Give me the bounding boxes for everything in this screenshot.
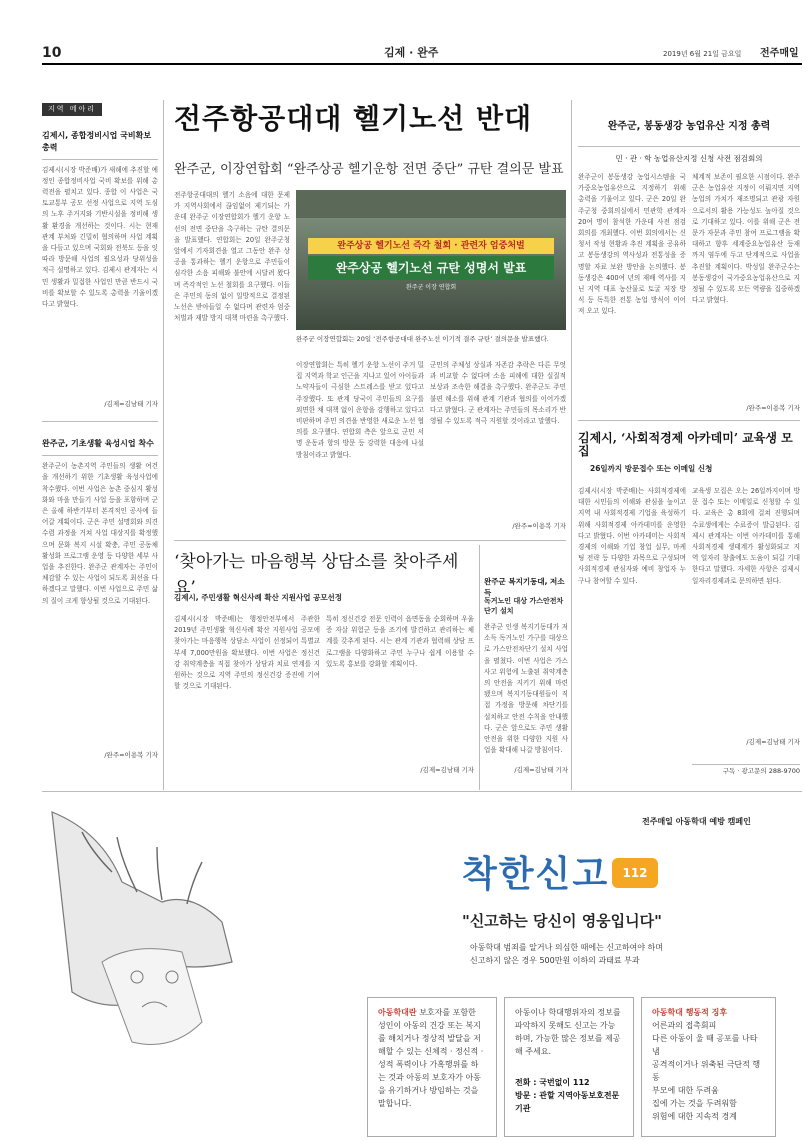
right-mid-body: 김제시(시장 박준배)는 사회적경제에 대한 시민들의 이해와 관심을 높이고 지역 내 사회적경제 기업을 육성하기 위해 사회적경제 아카데미를 운영한다고 밝혔다. 이번 아카데미는 사회적경제의 이해와 기업 창업 실무, 마케팅 전략 등 다양한 과목으로 구성되며 사회적경제 관심자와 예비 창업자 누구나 참여할 수 있다.: [578, 487, 686, 585]
story-signature: /김제=김남태 기자: [104, 399, 158, 408]
top-story-body: 전주항공대대의 헬기 소음에 대한 문제가 지역사회에서 끊임없이 제기되는 가운데 완주군 이장연합회가 헬기 운항 노선의 전면 중단을 촉구하는 규탄 결의문을 발표했다. 연합회는 20일 완주군청 앞에서 기자회견을 열고 그동안 완주 상공을 통과하는 헬기 운항으로 주민들이 심각한 소음 피해와 불안에 시달려 왔다며 즉각적인 노선 철회를 요구했다. 이들은 주민의 동의 없이 일방적으로 결정된 노선은 받아들일 수 없다며 관련자 엄중 처벌과 재발 방지 대책 마련을 촉구했다.: [174, 191, 290, 323]
story-signature: /완주=이용복 기자: [104, 751, 158, 760]
ad-box-body: 아동이나 학대행위자의 정보를 파악하지 못해도 신고는 가능하며, 가능한 많은 정보를 제공해 주세요.: [515, 1008, 621, 1056]
column-divider: [479, 545, 480, 790]
left-column: [42, 103, 158, 761]
ad-box-title: 아동학대란: [378, 1008, 417, 1017]
lower-story-subheadline: 김제시, 주민생활 혁신사례 확산 지원사업 공모선정: [174, 593, 343, 602]
lower-right-headline: 완주군 복지기동대, 저소득: [484, 577, 565, 598]
ad-box-item: 공격적이거나 위축된 극단적 행동: [652, 1060, 761, 1082]
photo-caption: 완주군 이장연합회는 20일 ‘전주항공대대 완주노선 이기적 결주 규탄’ 결의문을 발표했다.: [296, 335, 549, 343]
story-title: 김제시, 종합정비시업 국비확보 총력: [42, 130, 152, 152]
ad-desc: 아동학대 범죄를 알거나 의심한 때에는 신고하여야 하며: [470, 943, 663, 952]
ad-box-item: 어른과의 접촉회피: [652, 1021, 717, 1030]
divider: [42, 455, 158, 456]
top-story-headline: 전주항공대대 헬기노선 반대: [174, 102, 533, 135]
page-number: 10: [42, 45, 62, 61]
section-title: 김제 · 완주: [384, 46, 439, 59]
right-mid-body: 교육생 모집은 오는 26일까지이며 방문 접수 또는 이메일로 신청할 수 있다. 교육은 총 8회에 걸쳐 진행되며 수료생에게는 수료증이 발급된다. 김제시 관계자는 이번 아카데미를 통해 사회적경제 생태계가 활성화되고 지역 일자리 창출에도 도움이 되길 기대한다고 말했다. 자세한 사항은 김제시 일자리경제과로 문의하면 된다.: [692, 487, 800, 585]
child-abuse-ad: [42, 791, 802, 1139]
lower-story-body: 김제시(시장 박준배)는 행정안전부에서 주관한 2019년 주민생활 혁신사례 확산 지원사업 공모에 찾아가는 마음행복 상담소 사업이 선정되어 특별교부세 7,000만원을 확보했다. 이번 사업은 정신건강 취약계층을 직접 찾아가 상담과 치료 연계를 지원하는 것으로 지역 주민의 정신건강 증진에 기여할 것으로 기대된다.: [174, 615, 320, 691]
page-header: [0, 0, 805, 70]
banner-top: 완주상공 헬기노선 즉각 철회 · 관련자 엄중처벌: [308, 238, 554, 254]
story-title: 완주군, 기초생활 육성시업 착수: [42, 439, 154, 449]
right-mid-signature: /김제=김남태 기자: [746, 738, 800, 746]
right-mid-headline: 김제시, ‘사회적경제 아카데미’ 교육생 모집: [578, 431, 793, 458]
ad-contact: 방문 : 관할 지역아동보호전문기관: [515, 1091, 620, 1113]
protest-photo: [296, 190, 566, 330]
subscription-info: 구독 · 광고문의 288-9700: [692, 764, 800, 777]
ad-contact: 전화 : 국번없이 112: [515, 1078, 590, 1087]
divider: [578, 146, 800, 147]
right-top-signature: /완주=이용복 기자: [746, 404, 800, 412]
right-top-body: 체계적 보존이 필요한 시점이다. 완주군은 농업유산 지정이 이뤄지면 지역 농업의 가치가 재조명되고 관광 자원으로서의 활용 가능성도 높아질 것으로 기대하고 있다. 이를 위해 군은 전문가 자문과 주민 참여 프로그램을 확대하고 향후 세계중요농업유산 등재까지 염두에 두고 단계적으로 사업을 추진할 계획이다. 박성일 완주군수는 봉동생강이 국가중요농업유산으로 지정될 수 있도록 모든 역량을 집중하겠다고 밝혔다.: [692, 173, 800, 305]
right-mid-subheadline: 26일까지 방문접수 또는 이메일 신청: [590, 464, 713, 473]
lower-story-signature: /김제=김남태 기자: [420, 766, 474, 774]
banner-sub: 완주군 이장 연합회: [406, 284, 457, 291]
ad-campaign: 전주매일 아동학대 예방 캠페인: [642, 817, 751, 826]
newspaper-brand: 전주매일: [760, 48, 799, 59]
lower-right-body: 완주군 인생 복지기동대가 저소득 독거노인 가구를 대상으로 가스안전차단기 설치 사업을 펼쳤다. 이번 사업은 가스 사고 위험에 노출된 취약계층의 안전을 지키기 위해 마련됐으며 복지기동대원들이 직접 가정을 방문해 차단기를 설치하고 안전 수칙을 안내했다. 군은 앞으로도 주민 생활 안전을 위한 다양한 지원 사업을 확대해 나갈 방침이다.: [484, 623, 568, 755]
lower-right-signature: /김제=김남태 기자: [514, 766, 568, 774]
lower-right-subheadline: 독거노인 대상 가스안전차단기 설치: [484, 597, 564, 615]
top-story-body: 군민의 주체성 상실과 자존감 추락은 다른 무엇과 비교할 수 없다며 소음 피해에 대한 실질적 보상과 조속한 해결을 촉구했다. 완주군도 주민 불편 해소를 위해 관계 기관과 협의를 이어가겠다고 밝혔다. 군 관계자는 주민들의 목소리가 반영될 수 있도록 적극 지원할 것이라고 말했다.: [430, 361, 566, 426]
right-top-subheadline: 민 · 관 · 학 농업유산지정 신청 사전 점검회의: [615, 154, 763, 163]
banner-main: 완주상공 헬기노선 규탄 성명서 발표: [308, 256, 554, 280]
lower-story-body: 특히 정신건강 전문 인력이 읍면동을 순회하며 우울증 자살 위험군 등을 조기에 발견하고 관리하는 체계를 갖추게 된다. 시는 관계 기관과 협력해 상담 프로그램을 다양화하고 주민 누구나 쉽게 이용할 수 있도록 홍보를 강화할 계획이다.: [326, 615, 474, 668]
ad-box-item: 집에 가는 것을 두려워함: [652, 1099, 737, 1108]
ad-info-box: [367, 997, 497, 1137]
column-badge: 지역 메아리: [42, 103, 102, 116]
ad-box-item: 다른 아동이 울 때 공포를 나타냄: [652, 1034, 758, 1056]
column-divider: [163, 100, 164, 790]
header-rule: [42, 63, 802, 65]
top-story: [174, 98, 566, 140]
right-top-body: 완주군이 봉동생강 농업시스템을 국가중요농업유산으로 지정하기 위해 총력을 기울이고 있다. 군은 20일 완주군청 중회의실에서 민관학 관계자 20여 명이 참석한 가운데 사전 점검회의를 개최했다. 이번 회의에서는 신청서 작성 현황과 추진 계획을 공유하고 봉동생강의 역사성과 전통성을 증명할 자료 보완 방안을 논의했다. 봉동생강은 400여 년의 재배 역사를 지닌 지역 대표 농산물로 토굴 저장 방식 등 독특한 전통 농업 방식이 이어져 오고 있다.: [578, 173, 686, 316]
story-body: 김제시(시장 박준배)가 새해에 추진할 예정인 종합정비사업 국비 확보를 위해 총력전을 펼치고 있다. 종합 이 사업은 국토교통부 공모 선정 사업으로 지역 도심의 노후 주거지와 기반시설을 정비해 생활 환경을 개선하는 것이다. 시는 현재 관계 부처와 긴밀히 협의하며 사업 계획을 다듬고 있으며 국회와 전북도 등을 잇따라 방문해 사업의 필요성과 당위성을 적극 설명하고 있다. 김제시 관계자는 시민 생활과 밀접한 사업인 만큼 반드시 국비를 확보할 수 있도록 총력을 기울이겠다고 밝혔다.: [42, 165, 158, 308]
issue-date: 2019년 6월 21일 금요일: [663, 50, 742, 58]
ad-slogan: "신고하는 당신이 영웅입니다": [462, 912, 662, 930]
ad-info-box: [504, 997, 634, 1137]
ad-logo-badge: 112: [612, 858, 658, 888]
ad-info-box: [641, 997, 776, 1137]
lower-story-headline: ‘찾아가는 마음행복 상담소를 찾아주세요’: [174, 552, 459, 598]
divider: [174, 540, 566, 541]
divider: [42, 159, 158, 160]
right-top-story: [578, 120, 800, 133]
divider: [42, 421, 158, 422]
column-divider: [571, 100, 572, 790]
ad-desc: 신고하지 않은 경우 500만원 이하의 과태료 부과: [470, 956, 640, 965]
right-top-headline: 완주군, 봉동생강 농업유산 지정 총력: [607, 121, 771, 132]
ad-box-body: 보호자를 포함한 성인이 아동의 건강 또는 복지를 해치거나 정상적 발달을 저해할 수 있는 신체적 · 정신적 · 성적 폭력이나 가혹행위를 하는 것과 아동의 보호자가 아동을 유기하거나 방임하는 것을 말합니다.: [378, 1008, 484, 1108]
divider: [578, 420, 800, 421]
ad-logo: 착한신고: [462, 854, 610, 895]
hand-illustration: [42, 792, 342, 1138]
story-body: 완주군이 농촌지역 주민들의 생활 여건을 개선하기 위한 기초생활 육성사업에 착수했다. 이번 사업은 농촌 중심지 활성화와 마을 만들기 사업 등을 포함하며 군은 올해 하반기부터 본격적인 공사에 들어갈 계획이다. 군은 주민 설명회와 의견 수렴 과정을 거쳐 사업 대상지를 확정했으며 문화 복지 시설 확충, 주민 공동체 활성화 프로그램 운영 등 다양한 세부 사업을 추진한다. 완주군 관계자는 주민이 체감할 수 있는 사업이 되도록 최선을 다하겠다고 말했다. 이번 사업으로 주민 삶의 질이 크게 향상될 것으로 기대된다.: [42, 462, 158, 605]
ad-box-item: 부모에 대한 두려움: [652, 1086, 719, 1095]
ad-box-item: 위험에 대한 지속적 경계: [652, 1112, 737, 1121]
top-story-body: 이장연합회는 특히 헬기 운항 노선이 주거 밀집 지역과 학교 인근을 지나고 있어 아이들과 노약자들이 극심한 스트레스를 받고 있다고 주장했다. 또 관계 당국이 주민들의 요구를 외면한 채 대책 없이 운항을 강행하고 있다고 비판하며 주민 의견을 반영한 새로운 노선 협의를 요구했다. 연합회 측은 앞으로 군민 서명 운동과 항의 방문 등 강력한 대응에 나설 방침이라고 밝혔다.: [296, 361, 424, 459]
ad-box-title: 아동학대 행동적 징후: [652, 1008, 728, 1017]
top-story-subheadline: 완주군, 이장연합회 “완주상공 헬기운항 전면 중단” 규탄 결의문 발표: [174, 162, 564, 177]
top-story-signature: /완주=이용복 기자: [512, 522, 566, 530]
